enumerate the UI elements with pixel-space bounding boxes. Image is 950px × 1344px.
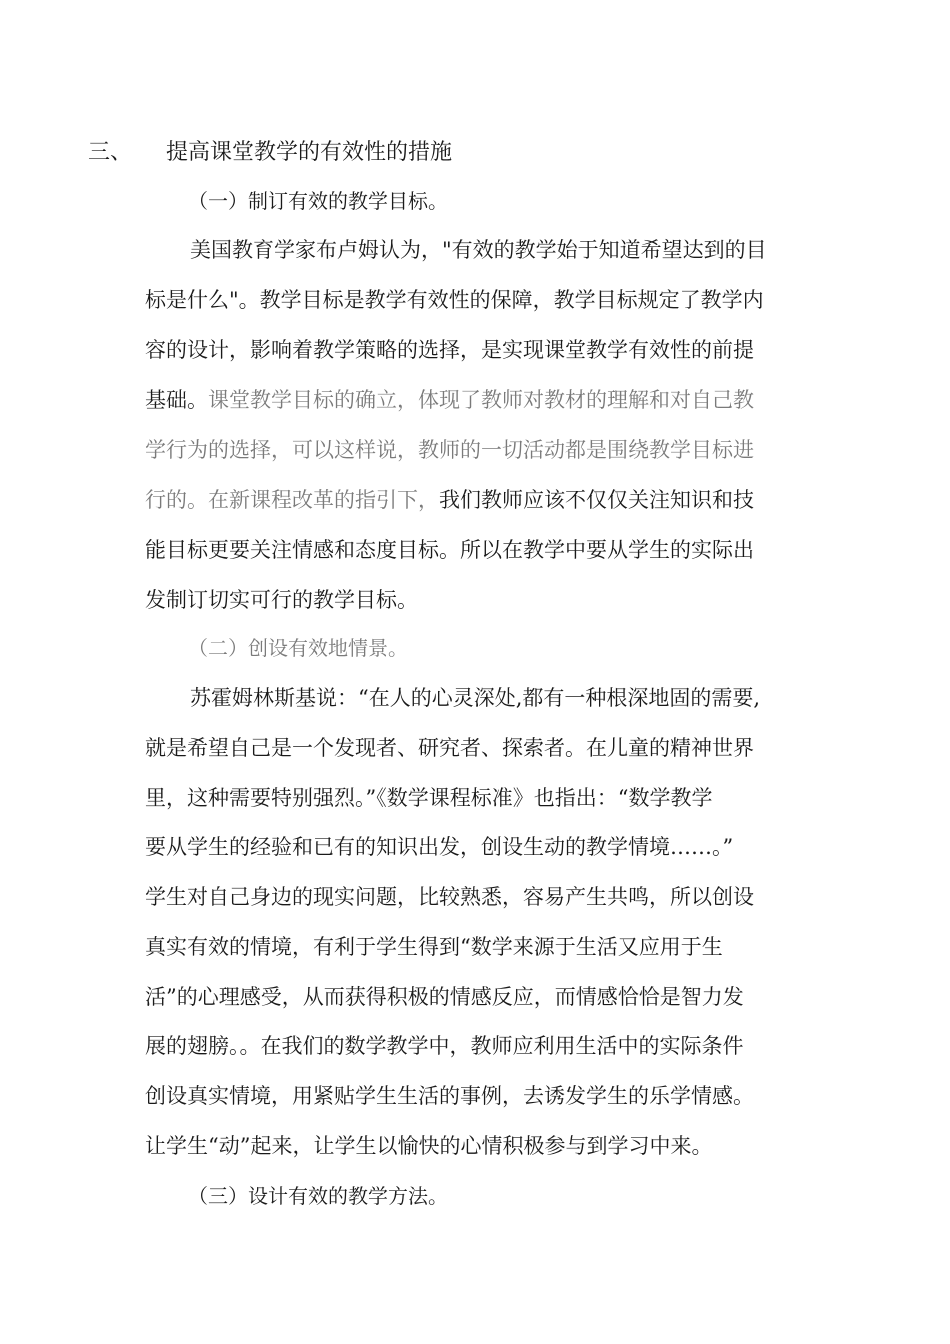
paragraph-line: 苏霍姆林斯基说：“在人的心灵深处,都有一种根深地固的需要, bbox=[190, 686, 761, 710]
paragraph-line: 标是什么"。教学目标是教学有效性的保障，教学目标规定了教学内 bbox=[145, 288, 764, 312]
section-heading bbox=[88, 133, 452, 173]
paragraph-line: 基础。课堂教学目标的确立，体现了教师对教材的理解和对自己教 bbox=[145, 388, 754, 412]
section-title: 提高课堂教学的有效性的措施 bbox=[166, 140, 453, 165]
paragraph-line: 创设真实情境，用紧贴学生生活的事例，去诱发学生的乐学情感。 bbox=[145, 1084, 754, 1108]
paragraph-line: 里，这种需要特别强烈。”《数学课程标准》也指出：“数学教学 bbox=[145, 786, 713, 810]
paragraph-line: 发制订切实可行的教学目标。 bbox=[145, 588, 418, 612]
section-number: 三、 bbox=[88, 140, 133, 165]
paragraph-line: 展的翅膀。。在我们的数学教学中，教师应利用生活中的实际条件 bbox=[145, 1034, 744, 1058]
paragraph-line: 活”的心理感受，从而获得积极的情感反应，而情感恰恰是智力发 bbox=[145, 985, 744, 1009]
paragraph-line: 学生对自己身边的现实问题，比较熟悉，容易产生共鸣，所以创设 bbox=[145, 885, 754, 909]
paragraph-line: 让学生“动”起来，让学生以愉快的心情积极参与到学习中来。 bbox=[145, 1134, 713, 1158]
paragraph-line: 能目标更要关注情感和态度目标。所以在教学中要从学生的实际出 bbox=[145, 538, 754, 562]
paragraph-line: 真实有效的情境，有利于学生得到“数学来源于生活又应用于生 bbox=[145, 935, 723, 959]
paragraph-line: 就是希望自己是一个发现者、研究者、探索者。在儿童的精神世界 bbox=[145, 736, 754, 760]
subsection-heading-1: （一）制订有效的教学目标。 bbox=[188, 189, 448, 213]
paragraph-line: 美国教育学家布卢姆认为，"有效的教学始于知道希望达到的目 bbox=[190, 238, 767, 262]
paragraph-line: 学行为的选择，可以这样说，教师的一切活动都是围绕教学目标进 bbox=[145, 438, 754, 462]
paragraph-line: 要从学生的经验和已有的知识出发，创设生动的教学情境……。” bbox=[145, 835, 734, 859]
paragraph-line: 行的。在新课程改革的指引下，我们教师应该不仅仅关注知识和技 bbox=[145, 488, 754, 512]
subsection-heading-2: （二）创设有效地情景。 bbox=[188, 636, 408, 660]
subsection-heading-3: （三）设计有效的教学方法。 bbox=[188, 1184, 448, 1208]
paragraph-line: 容的设计，影响着教学策略的选择，是实现课堂教学有效性的前提 bbox=[145, 338, 754, 362]
